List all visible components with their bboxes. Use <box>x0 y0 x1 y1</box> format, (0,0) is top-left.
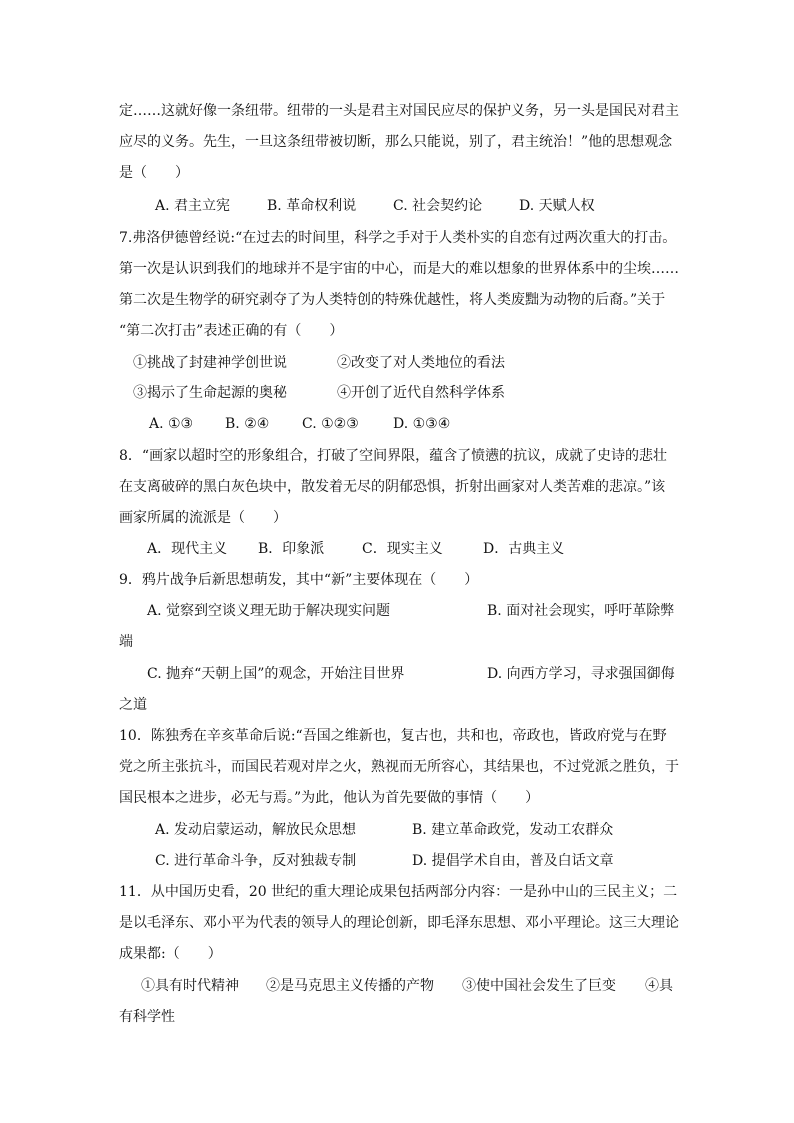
q8-option-a: A．现代主义 <box>147 541 228 557</box>
q9-option-b-cont: 端 <box>119 634 133 650</box>
q8-option-b: B．印象派 <box>258 541 325 557</box>
q7-option-a: A. ①③ <box>149 416 194 432</box>
q9-option-d-cont: 之道 <box>119 697 147 713</box>
q6-line-1: 定……这就好像一条纽带。纽带的一头是君主对国民应尽的保护义务，另一头是国民对君主 <box>119 103 679 119</box>
q10-line-2: 党之所主张抗斗，而国民若观对岸之火，熟视而无所容心，其结果也，不过党派之胜负，于 <box>119 759 679 775</box>
q9-line-1: 9．鸦片战争后新思想萌发，其中“新”主要体现在（ ） <box>119 572 479 588</box>
q9-option-c: C. 抛弃“天朝上国”的观念，开始注目世界 <box>147 666 405 682</box>
q11-line-3: 成果都:（ ） <box>119 946 222 962</box>
q6-line-3: 是（ ） <box>119 165 189 181</box>
q11-line-1: 11．从中国历史看，20 世纪的重大理论成果包括两部分内容：一是孙中山的三民主义；二 <box>119 884 678 900</box>
q11-statement-3: ③使中国社会发生了巨变 <box>462 978 616 994</box>
q8-line-2: 在支离破碎的黑白灰色块中，散发着无尽的阴郁恐惧，折射出画家对人类苦难的悲凉。”该 <box>119 479 666 495</box>
q6-option-a: A. 君主立宪 <box>155 198 231 214</box>
q7-line-4: “第二次打击”表述正确的有（ ） <box>119 323 344 339</box>
q10-option-a: A. 发动启蒙运动，解放民众思想 <box>155 822 357 838</box>
q7-option-d: D. ①③④ <box>393 416 451 432</box>
q10-option-b: B. 建立革命政党，发动工农群众 <box>412 822 614 838</box>
q9-option-d: D. 向西方学习，寻求强国御侮 <box>487 666 675 682</box>
q7-statement-3: ③揭示了生命起源的奥秘 <box>133 385 287 401</box>
q6-option-b: B. 革命权利说 <box>267 198 357 214</box>
q10-line-1: 10．陈独秀在辛亥革命后说:“吾国之维新也，复古也，共和也，帝政也，皆政府党与在野 <box>119 728 667 744</box>
q8-line-1: 8．“画家以超时空的形象组合，打破了空间界限，蕴含了愤懑的抗议，成就了史诗的悲壮 <box>119 448 668 464</box>
q7-line-2: 第一次是认识到我们的地球并不是宇宙的中心，而是大的难以想象的世界体系中的尘埃…… <box>119 261 679 277</box>
q6-line-2: 应尽的义务。先生，一旦这条纽带被切断，那么只能说，别了，君主统治！”他的思想观念 <box>119 134 673 150</box>
q7-statement-2: ②改变了对人类地位的看法 <box>337 355 505 371</box>
q7-option-b: B. ②④ <box>225 416 270 432</box>
q8-option-d: D．古典主义 <box>483 541 565 557</box>
q6-option-c: C. 社会契约论 <box>393 198 483 214</box>
q11-statement-1: ①具有时代精神 <box>141 978 239 994</box>
q10-option-d: D. 提倡学术自由，普及白话文章 <box>412 853 614 869</box>
q7-option-c: C. ①②③ <box>302 416 359 432</box>
q7-line-1: 7.弗洛伊德曾经说:“在过去的时间里，科学之手对于人类朴实的自恋有过两次重大的打击。 <box>119 230 677 246</box>
q6-option-d: D. 天赋人权 <box>519 198 595 214</box>
q11-statement-4: ④具 <box>645 978 673 994</box>
q11-line-2: 是以毛泽东、邓小平为代表的领导人的理论创新，即毛泽东思想、邓小平理论。这三大理论 <box>119 915 679 931</box>
q11-statement-2: ②是马克思主义传播的产物 <box>266 978 434 994</box>
q7-statement-4: ④开创了近代自然科学体系 <box>337 385 505 401</box>
q8-option-c: C．现实主义 <box>362 541 443 557</box>
q10-option-c: C. 进行革命斗争，反对独裁专制 <box>155 853 357 869</box>
q7-line-3: 第二次是生物学的研究剥夺了为人类特创的特殊优越性，将人类废黜为动物的后裔。”关于 <box>119 292 666 308</box>
q9-option-a: A. 觉察到空谈义理无助于解决现实问题 <box>147 603 391 619</box>
q7-statement-1: ①挑战了封建神学创世说 <box>133 355 287 371</box>
q11-statement-4-cont: 有科学性 <box>119 1009 175 1025</box>
q8-line-3: 画家所属的流派是（ ） <box>119 510 287 526</box>
q10-line-3: 国民根本之进步，必无与焉。”为此，他认为首先要做的事情（ ） <box>119 790 540 806</box>
q9-option-b: B. 面对社会现实，呼吁革除弊 <box>487 603 675 619</box>
